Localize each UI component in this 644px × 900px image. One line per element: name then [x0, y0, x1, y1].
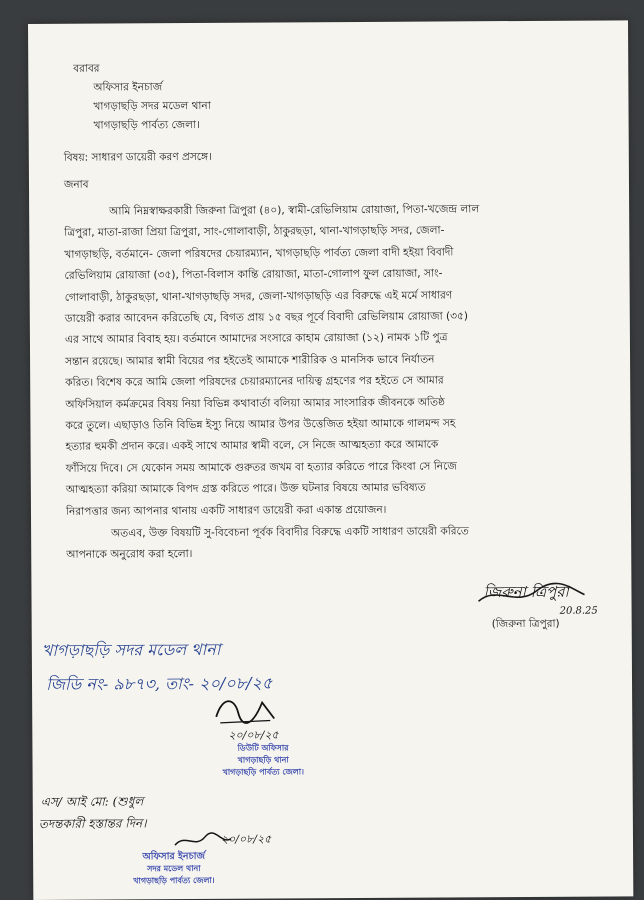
stamp-district: খাগড়াছড়ি পার্বত্য জেলা। [222, 767, 304, 777]
body-line: হত্যার হুমকী প্রদান করে। একই সাথে আমার স্বামী বলে, সে নিজে আত্মহত্যা করে আমাকে [65, 438, 439, 454]
assignment-note-2: তদন্তকারী হস্তান্তর দিন। [38, 816, 147, 831]
closing-paragraph [66, 521, 469, 566]
salutation: বরাবর [73, 62, 100, 75]
body-line: করিত। বিশেষ করে আমি জেলা পরিষদের চেয়ারম্যানের দায়িত্ব গ্রহণের পর হইতে সে আমার [65, 374, 444, 390]
duty-officer-date: ২০/০৮/২৫ [228, 728, 279, 742]
body-line: ত্রিপুরা, মাতা-রাজা প্রিয়া ত্রিপুরা, সাং-গোলাবাড়ী, ঠাকুরছড়া, থানা-খাগড়াছড়ি সদর, জেলা- [64, 224, 445, 240]
signature-date: 20.8.25 [559, 605, 598, 617]
body-line: রেভিলিয়াম রোয়াজা (৩৫), পিতা-বিলাস কান্তি রোয়াজা, মাতা-গোলাপ ফুল রোয়াজা, সাং- [64, 267, 443, 283]
body-paragraph [64, 199, 481, 523]
body-line: আমি নিম্নস্বাক্ষরকারী জিরুনা ত্রিপুরা (৪০), স্বামী-রেভিলিয়াম রোয়াজা, পিতা-খজেন্দ্র লাল [109, 203, 480, 218]
body-line: গোলাবাড়ী, ঠাকুরছড়া, থানা-খাগড়াছড়ি সদর, জেলা-খাগড়াছড়ি এর বিরুদ্ধে এই মর্মে সাধারণ [64, 289, 453, 304]
recipient-block [73, 59, 211, 136]
body-line: ফাঁসিয়ে দিবে। সে যেকোন সময় আমাকে গুরুতর জখম বা হত্যার করিতে পারে কিংবা সে নিজে [65, 460, 457, 475]
body-line: ডায়েরী করার আবেদন করিতেছি যে, বিগত প্রায় ১৫ বছর পূর্বে বিবাদী রেভিলিয়াম রোয়াজা (৩৫) [64, 310, 469, 325]
body-line: অফিসিয়াল কর্মক্রমের বিষয় নিয়া বিভিন্ন কথাবার্তা বলিয়া আমার সাংসারিক জীবনকে অতিষ্ঠ [65, 396, 445, 411]
body-line: নিরাপত্তার জন্য আপনার থানায় একটি সাধারণ ডায়েরী করা একান্ত প্রয়োজন। [65, 503, 387, 518]
signature-name: জিরুনা ত্রিপুরা [483, 582, 569, 602]
recipient-office: খাগড়াছড়ি সদর মডেল থানা [93, 99, 211, 113]
stamp-title: ডিউটি অফিসার [237, 743, 289, 753]
endorsement-station: খাগড়াছড়ি সদর মডেল থানা [41, 639, 221, 660]
stamp-title: অফিসার ইনচার্জ [142, 850, 206, 863]
letter-page [28, 20, 633, 900]
stamp-district: খাগড়াছড়ি পার্বত্য জেলা। [133, 875, 215, 886]
assignment-date: ২০/০৮/২৫ [220, 832, 272, 846]
assignment-note-1: এস/ আই মো: (শুধুল [40, 794, 144, 809]
stamp-office: সদর মডেল থানা [147, 863, 201, 874]
officer-in-charge-stamp [133, 851, 215, 887]
stamp-office: খাগড়াছড়ি থানা [237, 755, 289, 765]
body-line: করে তুলে। এছাড়াও তিনি বিভিন্ন ইস্যু নিয়ে আমার উপর উত্তেজিত হইয়া আমাকে গালমন্দ সহ [65, 417, 456, 432]
body-line: খাগড়াছড়ি, বর্তমানে- জেলা পরিষদের চেয়ারম্যান, খাগড়াছড়ি পার্বত্য জেলা বাদী হইয়া বিবাদী [64, 246, 454, 261]
recipient-district: খাগড়াছড়ি পার্বত্য জেলা। [93, 118, 200, 132]
duty-officer-stamp [222, 742, 304, 778]
endorsement-gd-number: জিডি নং- ৯৮৭৩, তাং- ২০/০৮/২৫ [45, 673, 273, 694]
closing-line: আপনাকে অনুরোধ করা হলো। [66, 548, 193, 562]
subject-line: বিষয়: সাধারণ ডায়েরী করণ প্রসঙ্গে। [63, 150, 212, 164]
signature-printed-name: (জিরুনা ত্রিপুরা) [491, 617, 560, 631]
body-line: সন্তান রয়েছে। আমার স্বামী বিয়ের পর হইতেই আমাকে শারীরিক ও মানসিক ভাবে নির্যাতন [65, 353, 435, 368]
body-line: আত্মহত্যা করিয়া আমাকে বিপদ গ্রস্ত করিতে পারে। উক্ত ঘটনার বিষয়ে আমার ভবিষ্যত [65, 481, 426, 497]
closing-line: অতএব, উক্ত বিষয়টি সু-বিবেচনা পূর্বক বিবাদীর বিরুদ্ধে একটি সাধারণ ডায়েরী করিতে [111, 525, 469, 540]
body-line: এর সাথে আমার বিবাহ হয়। বর্তমানে আমাদের সংসারে কাহাম রোয়াজা (১২) নামক ১টি পুত্র [64, 331, 448, 347]
recipient-designation: অফিসার ইনচার্জ [93, 81, 163, 94]
signature-flourish [476, 581, 586, 608]
greeting: জনাব [63, 178, 89, 191]
